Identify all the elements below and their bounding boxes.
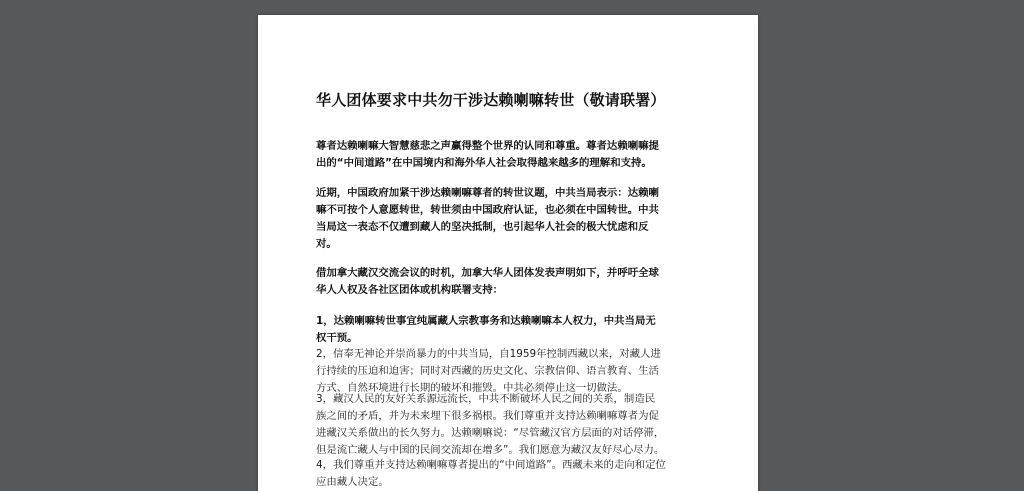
paragraph-statement xyxy=(316,265,700,299)
text-line: 借加拿大藏汉交流会议的时机，加拿大华人团体发表声明如下，并呼吁全球 xyxy=(316,267,659,279)
text-line: 当局这一表态不仅遭到藏人的坚决抵制，也引起华人社会的极大忧虑和反 xyxy=(316,221,649,233)
text-line: 近期，中国政府加紧干涉达赖喇嘛尊者的转世议题，中共当局表示：达赖喇 xyxy=(316,187,659,199)
paragraph-point-1 xyxy=(316,313,700,347)
text-line: 嘛不可按个人意愿转世，转世须由中国政府认证，也必须在中国转世。中共 xyxy=(316,204,659,216)
text-line: 4，我们尊重并支持达赖喇嘛尊者提出的“中间道路”。西藏未来的走向和定位 xyxy=(316,459,666,471)
paragraph-intro xyxy=(316,138,700,172)
document-page xyxy=(258,15,758,491)
text-line: 1，达赖喇嘛转世事宜纯属藏人宗教事务和达赖喇嘛本人权力，中共当局无 xyxy=(316,315,656,327)
text-line: 出的“中间道路”在中国境内和海外华人社会取得越来越多的理解和支持。 xyxy=(316,157,652,169)
paragraph-recent xyxy=(316,185,700,253)
text-line: 华人人权及各社区团体或机构联署支持： xyxy=(316,284,504,296)
text-line: 方式、自然环境进行长期的破坏和摧毁。中共必须停止这一切做法。 xyxy=(316,382,628,394)
text-line: 进藏汉关系做出的长久努力。达赖喇嘛说：“尽管藏汉官方层面的对话停滞， xyxy=(316,427,665,439)
text-line: 族之间的矛盾，并为未来埋下很多祸根。我们尊重并支持达赖喇嘛尊者为促 xyxy=(316,410,659,422)
text-line: 应由藏人决定。 xyxy=(316,476,389,488)
paragraph-point-4 xyxy=(316,457,700,491)
text-line: 尊者达赖喇嘛大智慧慈悲之声赢得整个世界的认同和尊重。尊者达赖喇嘛提 xyxy=(316,140,659,152)
text-line: 3，藏汉人民的友好关系源远流长，中共不断破坏人民之间的关系，制造民 xyxy=(316,393,656,405)
document-title: 华人团体要求中共勿干涉达赖喇嘛转世（敬请联署） xyxy=(316,91,666,109)
paragraph-point-3 xyxy=(316,391,700,459)
text-line: 权干预。 xyxy=(316,332,358,344)
text-line: 对。 xyxy=(316,238,337,250)
text-line: 但是流亡藏人与中国的民间交流却在增多”。我们愿意为藏汉友好尽心尽力。 xyxy=(316,444,665,456)
text-line: 行持续的压迫和迫害；同时对西藏的历史文化、宗教信仰、语言教育、生活 xyxy=(316,365,659,377)
paragraph-point-2 xyxy=(316,346,700,397)
text-line: 2，信奉无神论并崇尚暴力的中共当局，自1959年控制西藏以来，对藏人进 xyxy=(316,348,661,360)
